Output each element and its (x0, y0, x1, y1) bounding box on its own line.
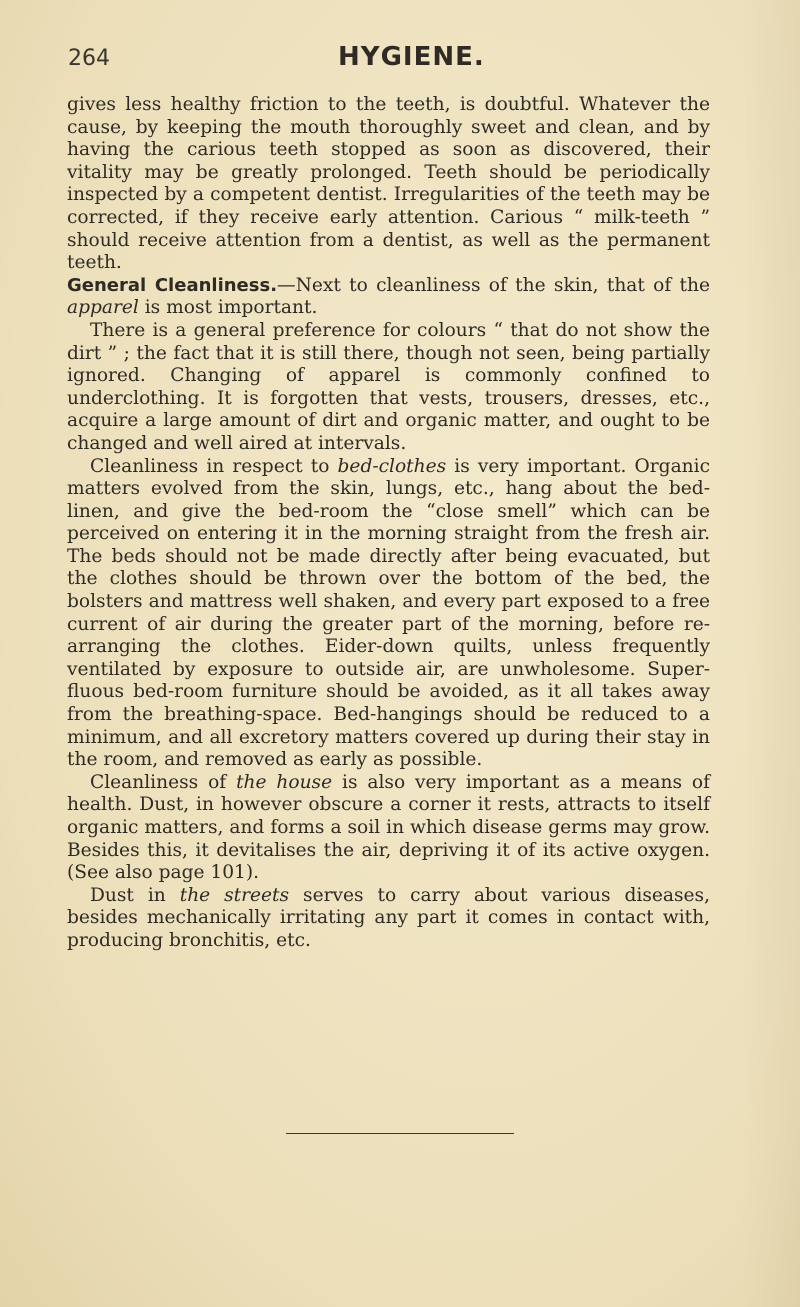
paragraph-streets (67, 885, 710, 953)
paragraph-text: is most important. (138, 297, 318, 319)
paragraph-house (67, 772, 710, 885)
italic-term: bed-clothes (337, 455, 447, 477)
italic-term: apparel (67, 297, 139, 319)
paragraph-text: is also very important as a means of health. Dust, in however obscure a corner it rests, attracts to itself organic matters, and forms a soil in which disease germs may grow. Besides this, it devitalises the air, depriving it of its active oxygen. (See also page 101). (67, 771, 710, 884)
page-edge-shading (740, 0, 800, 1307)
paragraph-text: Cleanliness in respect to (90, 455, 338, 477)
body-text (67, 94, 710, 953)
paragraph-text: serves to carry about various diseases, besides mechanically irritating any part it comes in contact with, producing bronchitis, etc. (67, 884, 710, 951)
italic-term: the house (236, 771, 333, 793)
page-number: 264 (68, 46, 110, 71)
paragraph-text: Dust in (90, 884, 180, 906)
italic-term: the streets (179, 884, 290, 906)
section-heading: General Cleanliness. (67, 274, 278, 296)
paragraph-text: Cleanliness of (90, 771, 237, 793)
paragraph-colours: There is a general preference for colours “ that do not show the dirt ” ; the fact that it is still there, though not seen, being partially ignored. Changing of apparel is commonly confined to underclothing. It is forgotten that vests, trousers, dresses, etc., acquire a large amount of dirt and organic matter, and ought to be changed and well aired at intervals. (67, 319, 710, 454)
paragraph-teeth: gives less healthy friction to the teeth, is doubtful. Whatever the cause, by keeping the mouth thoroughly sweet and clean, and by having the carious teeth stopped as soon as discovered, their vitality may be greatly prolonged. Teeth should be periodically inspected by a competent dentist. Irregularities of the teeth may be corrected, if they receive early attention. Carious “ milk-teeth ” should receive attention from a dentist, as well as the permanent teeth. (67, 94, 710, 274)
section-end-rule (286, 1133, 514, 1134)
paragraph-general-cleanliness (67, 275, 710, 320)
running-head: HYGIENE. (338, 42, 485, 72)
paragraph-text: is very important. Organic matters evolved from the skin, lungs, etc., hang about the bed-linen, and give the bed-room the “close smell” which can be perceived on entering it in the morning straight from the fresh air. The beds should not be made directly after being evacuated, but the clothes should be thrown over the bottom of the bed, the bolsters and mattress well shaken, and every part exposed to a free current of air during the greater part of the morning, before re-arranging the clothes. Eider-down quilts, unless frequently ventilated by exposure to outside air, are unwholesome. Super-fluous bed-room furniture should be avoided, as it all takes away from the breathing-space. Bed-hangings should be reduced to a minimum, and all excretory matters covered up during their stay in the room, and removed as early as possible. (67, 455, 711, 771)
paragraph-text: —Next to cleanliness of the skin, that of the (277, 274, 710, 296)
page-header (68, 42, 708, 76)
paragraph-bed-clothes (67, 456, 710, 772)
